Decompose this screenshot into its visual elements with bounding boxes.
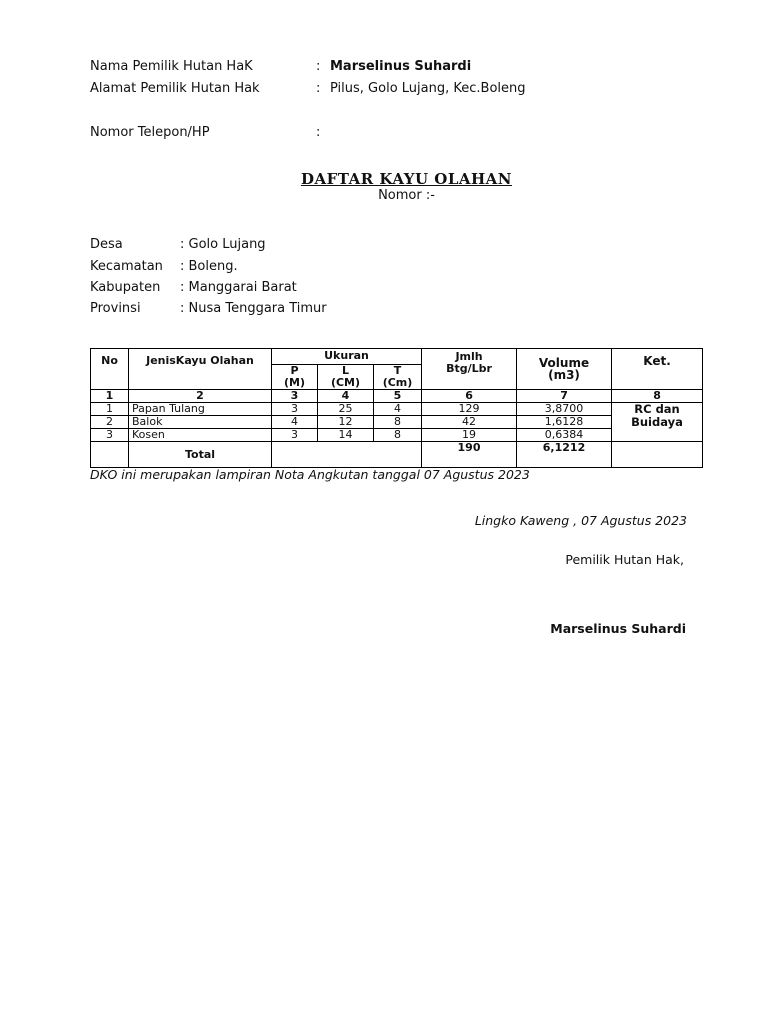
header-l-label: L — [341, 364, 349, 377]
cell-jenis: Papan Tulang — [129, 403, 272, 416]
cell-volume: 1,6128 — [517, 416, 612, 429]
header-ukuran: Ukuran — [272, 349, 422, 365]
cell-p: 3 — [272, 403, 318, 416]
ket-line-1: RC dan — [634, 402, 680, 416]
owner-name-separator: : — [316, 59, 321, 74]
location-value-kecamatan: : Boleng. — [180, 259, 238, 274]
cell-l: 14 — [318, 429, 374, 442]
cell-no: 3 — [91, 429, 129, 442]
lampiran-note: DKO ini merupakan lampiran Nota Angkutan tanggal 07 Agustus 2023 — [90, 467, 530, 482]
document-title: DAFTAR KAYU OLAHAN — [300, 170, 513, 188]
cell-no: 1 — [91, 403, 129, 416]
colnum: 5 — [374, 390, 422, 403]
location-value-provinsi: : Nusa Tenggara Timur — [180, 301, 327, 316]
cell-jenis: Kosen — [129, 429, 272, 442]
ket-line-2: Buidaya — [631, 415, 683, 429]
header-jmlh-sub: Btg/Lbr — [446, 362, 492, 375]
header-t-label: T — [393, 364, 402, 377]
owner-name-value: Marselinus Suhardi — [330, 59, 472, 74]
owner-address-value: Pilus, Golo Lujang, Kec.Boleng — [330, 81, 526, 96]
cell-no: 2 — [91, 416, 129, 429]
owner-phone-separator: : — [316, 125, 321, 140]
table-row — [91, 416, 703, 429]
location-label-kabupaten: Kabupaten — [90, 280, 161, 295]
owner-address-separator: : — [316, 81, 321, 96]
header-t — [374, 365, 422, 390]
colnum: 2 — [129, 390, 272, 403]
cell-l: 12 — [318, 416, 374, 429]
cell-t: 8 — [374, 429, 422, 442]
table-row — [91, 403, 703, 416]
total-volume: 6,1212 — [517, 442, 612, 468]
colnum: 8 — [612, 390, 703, 403]
cell-l: 25 — [318, 403, 374, 416]
header-ket: Ket. — [612, 349, 703, 390]
header-t-unit: (Cm) — [382, 376, 413, 389]
header-volume-unit: (m3) — [548, 368, 580, 382]
header-l-unit: (CM) — [330, 376, 361, 389]
cell-p: 3 — [272, 429, 318, 442]
cell-p: 4 — [272, 416, 318, 429]
header-no: No — [91, 349, 129, 390]
location-value-desa: : Golo Lujang — [180, 237, 266, 252]
location-label-provinsi: Provinsi — [90, 301, 141, 316]
location-label-desa: Desa — [90, 237, 123, 252]
cell-jmlh: 19 — [422, 429, 517, 442]
cell-t: 4 — [374, 403, 422, 416]
cell-volume: 3,8700 — [517, 403, 612, 416]
cell-t: 8 — [374, 416, 422, 429]
signer-role: Pemilik Hutan Hak, — [565, 552, 684, 567]
cell-jmlh: 42 — [422, 416, 517, 429]
document-number: Nomor :- — [378, 188, 435, 203]
header-jmlh — [422, 349, 517, 390]
column-number-row — [91, 390, 703, 403]
total-blank-ukuran — [272, 442, 422, 468]
location-value-kabupaten: : Manggarai Barat — [180, 280, 297, 295]
header-p-unit: (M) — [283, 376, 305, 389]
header-volume — [517, 349, 612, 390]
colnum: 6 — [422, 390, 517, 403]
header-p-label: P — [290, 364, 299, 377]
colnum: 4 — [318, 390, 374, 403]
header-volume-label: Volume — [538, 356, 590, 370]
total-blank — [91, 442, 129, 468]
header-jmlh-label: Jmlh — [455, 350, 483, 363]
total-row — [91, 442, 703, 468]
header-p — [272, 365, 318, 390]
signer-name: Marselinus Suhardi — [550, 621, 686, 636]
cell-ket — [612, 403, 703, 442]
colnum: 7 — [517, 390, 612, 403]
total-label: Total — [129, 442, 272, 468]
owner-name-label: Nama Pemilik Hutan HaK — [90, 59, 253, 74]
location-label-kecamatan: Kecamatan — [90, 259, 163, 274]
timber-table — [90, 348, 703, 468]
cell-jmlh: 129 — [422, 403, 517, 416]
cell-jenis: Balok — [129, 416, 272, 429]
total-jmlh: 190 — [422, 442, 517, 468]
total-blank-ket — [612, 442, 703, 468]
owner-phone-label: Nomor Telepon/HP — [90, 125, 210, 140]
colnum: 1 — [91, 390, 129, 403]
owner-address-label: Alamat Pemilik Hutan Hak — [90, 81, 260, 96]
header-jenis: JenisKayu Olahan — [129, 349, 272, 390]
place-date: Lingko Kaweng , 07 Agustus 2023 — [474, 513, 687, 528]
table-row — [91, 429, 703, 442]
cell-volume: 0,6384 — [517, 429, 612, 442]
colnum: 3 — [272, 390, 318, 403]
header-l — [318, 365, 374, 390]
